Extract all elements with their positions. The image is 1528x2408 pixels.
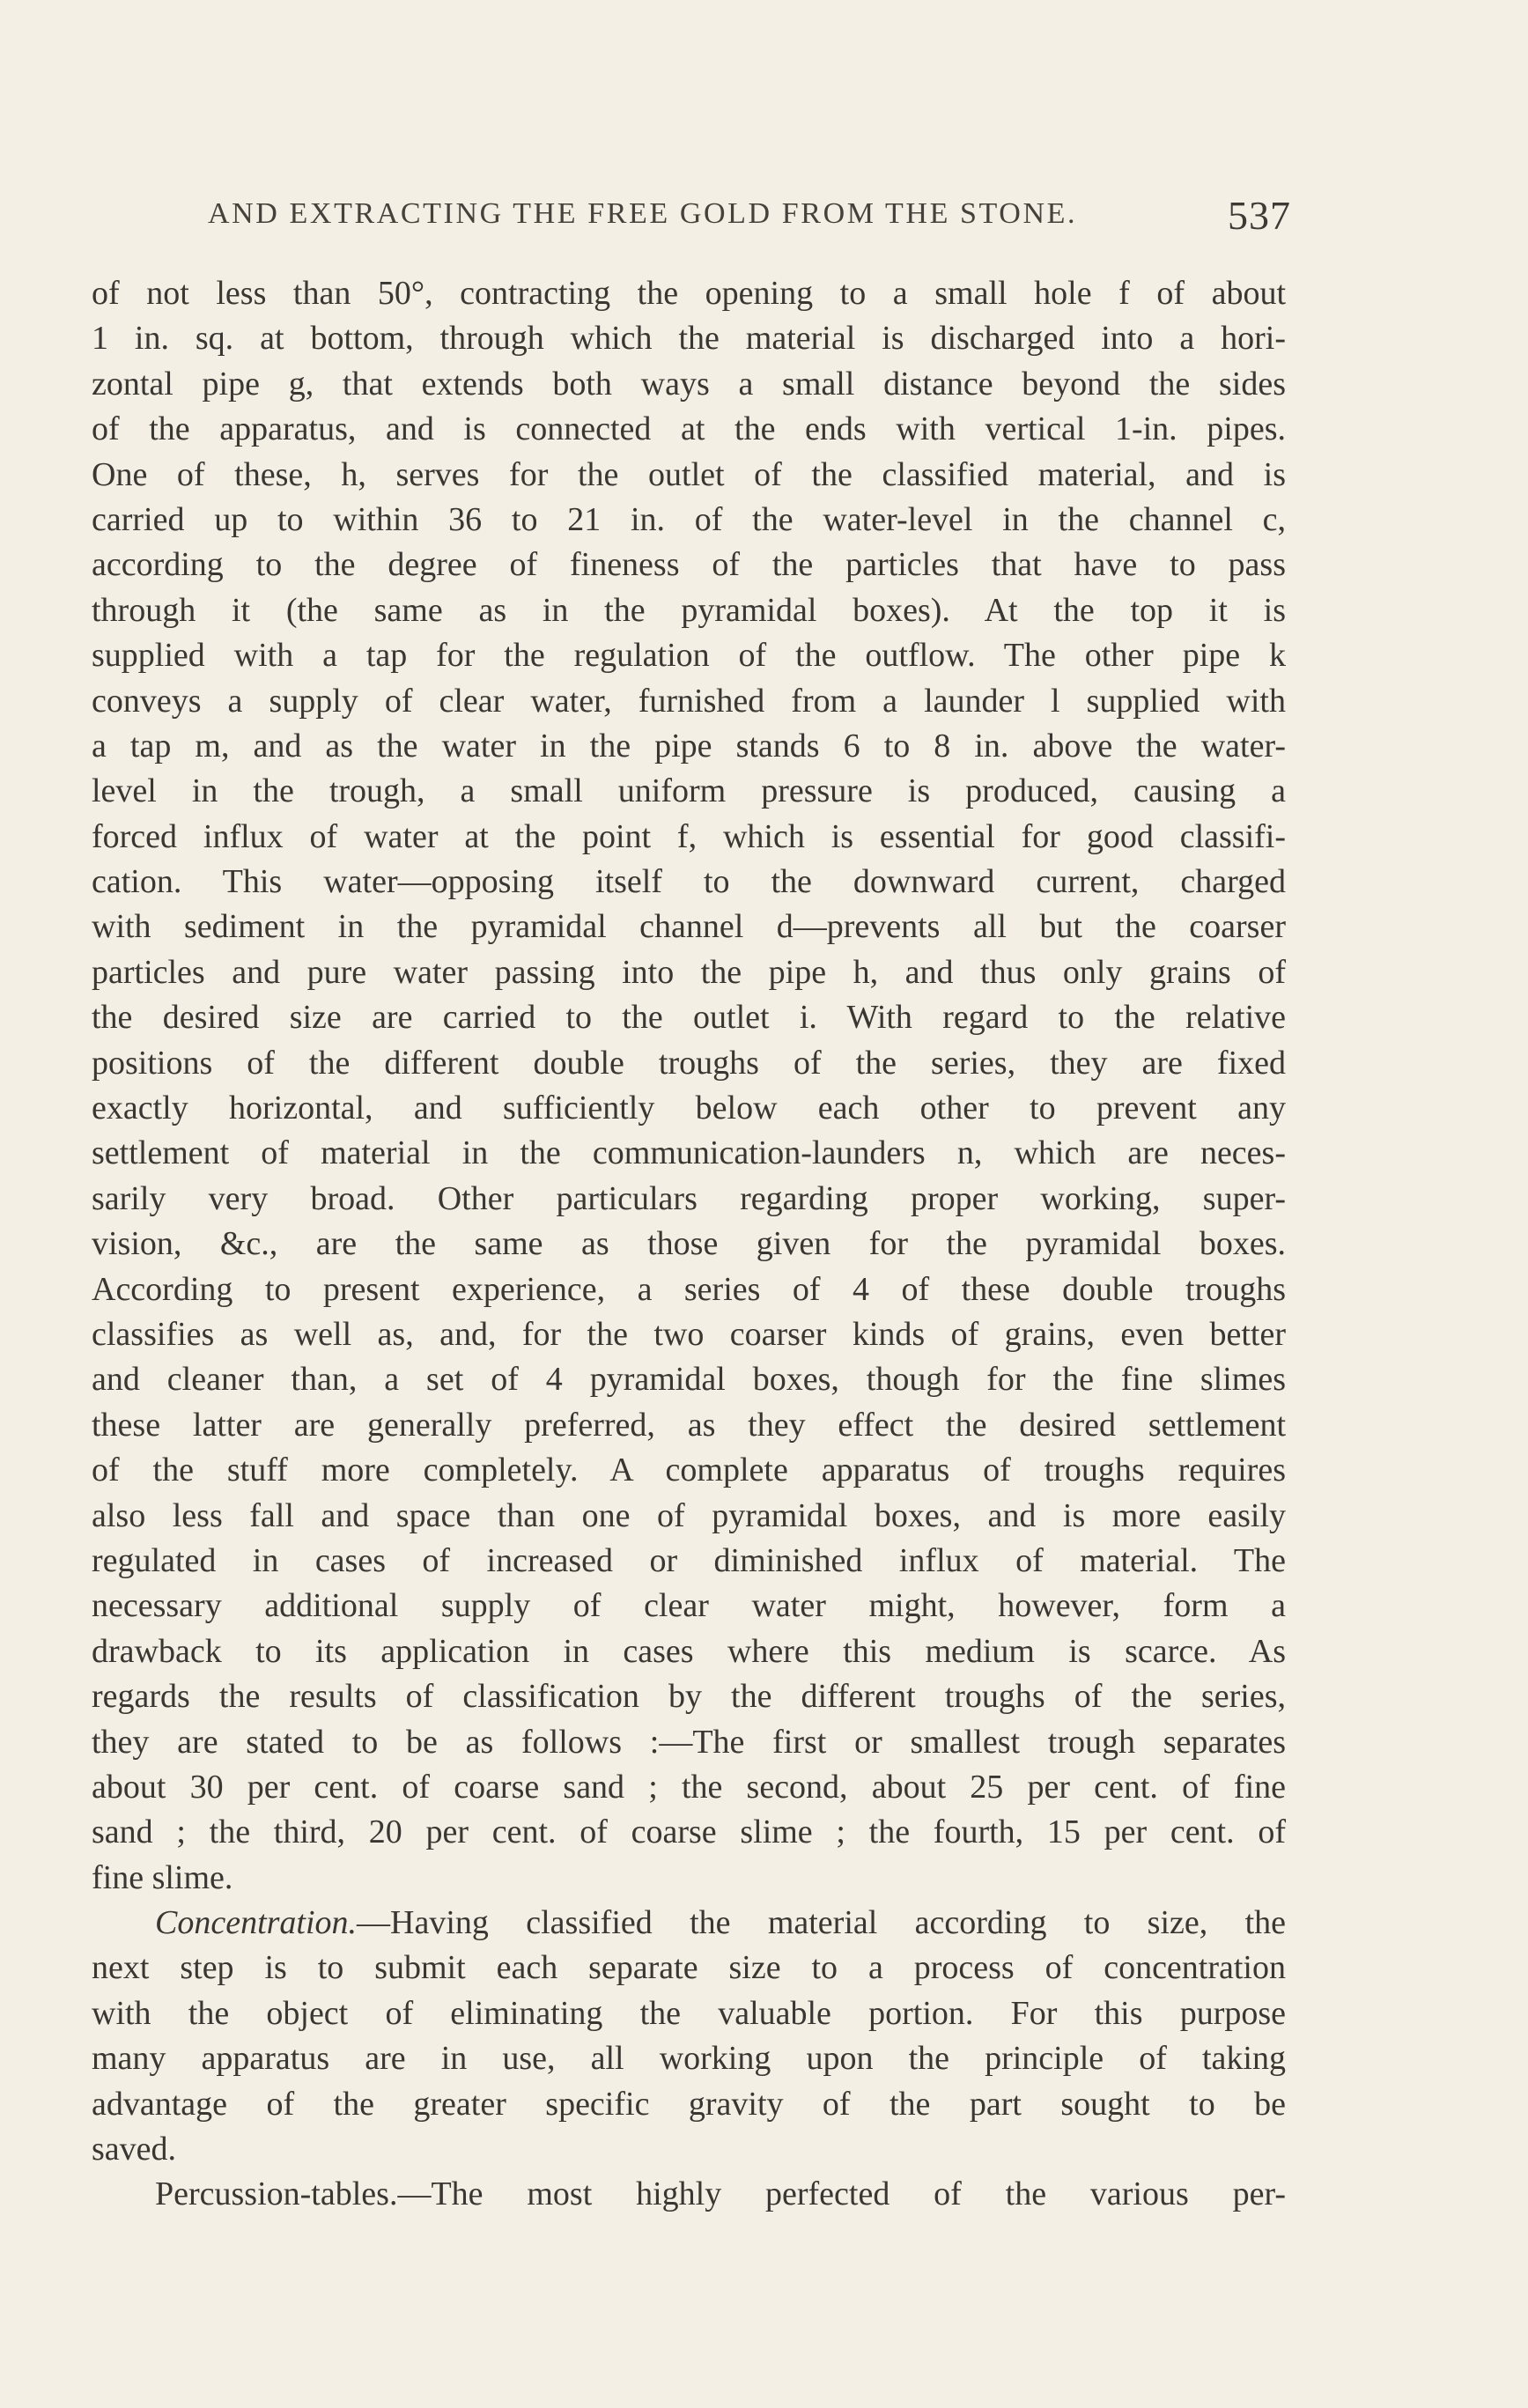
text-line: about 30 per cent. of coarse sand ; the second, about 25 per cent. of fine [92, 1768, 1286, 1806]
text-line: regards the results of classification by the different troughs of the series, [92, 1678, 1286, 1716]
text-line: sand ; the third, 20 per cent. of coarse slime ; the fourth, 15 per cent. of [92, 1813, 1286, 1851]
text-line: and cleaner than, a set of 4 pyramidal boxes, though for the fine slimes [92, 1361, 1286, 1399]
text-line: classifies as well as, and, for the two coarser kinds of grains, even better [92, 1315, 1286, 1353]
text-line: particles and pure water passing into the pipe h, and thus only grains of [92, 953, 1286, 991]
text-line: exactly horizontal, and sufficiently below each other to prevent any [92, 1090, 1286, 1127]
text-line: conveys a supply of clear water, furnished from a launder l supplied with [92, 682, 1286, 720]
text-line: many apparatus are in use, all working upon the principle of taking [92, 2040, 1286, 2078]
text-line: the desired size are carried to the outlet i. With regard to the relative [92, 999, 1286, 1037]
text-line: next step is to submit each separate size to a process of concentration [92, 1949, 1286, 1987]
text-line: 1 in. sq. at bottom, through which the material is discharged into a hori- [92, 320, 1286, 358]
text-line: with sediment in the pyramidal channel d—prevents all but the coarser [92, 908, 1286, 946]
text-line: forced influx of water at the point f, which is essential for good classifi- [92, 817, 1286, 855]
text-line: they are stated to be as follows :—The first or smallest trough separates [92, 1723, 1286, 1761]
text-line: fine slime. [92, 1858, 233, 1896]
text-line: carried up to within 36 to 21 in. of the water-level in the channel c, [92, 500, 1286, 538]
text-line: positions of the different double troughs of the series, they are fixed [92, 1044, 1286, 1082]
text-line: One of these, h, serves for the outlet of the classified material, and is [92, 455, 1286, 493]
text-line: with the object of eliminating the valuable portion. For this purpose [92, 1994, 1286, 2032]
running-head [208, 192, 1291, 245]
text-line: these latter are generally preferred, as they effect the desired settlement [92, 1406, 1286, 1444]
text-line: of not less than 50°, contracting the opening to a small hole f of about [92, 275, 1286, 312]
text-line: cation. This water—opposing itself to the downward current, charged [92, 863, 1286, 901]
text-line: drawback to its application in cases where this medium is scarce. As [92, 1632, 1286, 1670]
text-line: vision, &c., are the same as those given for the pyramidal boxes. [92, 1225, 1286, 1263]
text-line: of the stuff more completely. A complete apparatus of troughs requires [92, 1451, 1286, 1489]
text-line: According to present experience, a series of 4 of these double troughs [92, 1270, 1286, 1308]
text-line: through it (the same as in the pyramidal boxes). At the top it is [92, 591, 1286, 629]
text-line: zontal pipe g, that extends both ways a small distance beyond the sides [92, 365, 1286, 403]
text-line: settlement of material in the communication-launders n, which are neces- [92, 1134, 1286, 1172]
text-line: saved. [92, 2131, 177, 2168]
text-line: necessary additional supply of clear water might, however, form a [92, 1587, 1286, 1625]
text-line: advantage of the greater specific gravity of the part sought to be [92, 2085, 1286, 2123]
running-title: AND EXTRACTING THE FREE GOLD FROM THE STONE. [208, 197, 1078, 230]
body-text [92, 271, 1286, 2218]
section-heading-concentration: Concentration. [155, 1904, 358, 1942]
text-line: sarily very broad. Other particulars regarding proper working, super- [92, 1179, 1286, 1217]
text-line: Percussion-tables.—The most highly perfected of the various per- [155, 2175, 1286, 2213]
text-line: supplied with a tap for the regulation of the outflow. The other pipe k [92, 637, 1286, 675]
text-line: regulated in cases of increased or diminished influx of material. The [92, 1541, 1286, 1579]
text-line: according to the degree of fineness of the particles that have to pass [92, 546, 1286, 584]
text-line: a tap m, and as the water in the pipe stands 6 to 8 in. above the water- [92, 727, 1286, 765]
text-line: Concentration.—Having classified the material according to size, the [155, 1904, 1286, 1942]
page-number: 537 [1228, 193, 1291, 238]
text-line: level in the trough, a small uniform pressure is produced, causing a [92, 772, 1286, 810]
text-line: also less fall and space than one of pyramidal boxes, and is more easily [92, 1496, 1286, 1534]
text-line: of the apparatus, and is connected at the ends with vertical 1-in. pipes. [92, 410, 1286, 448]
